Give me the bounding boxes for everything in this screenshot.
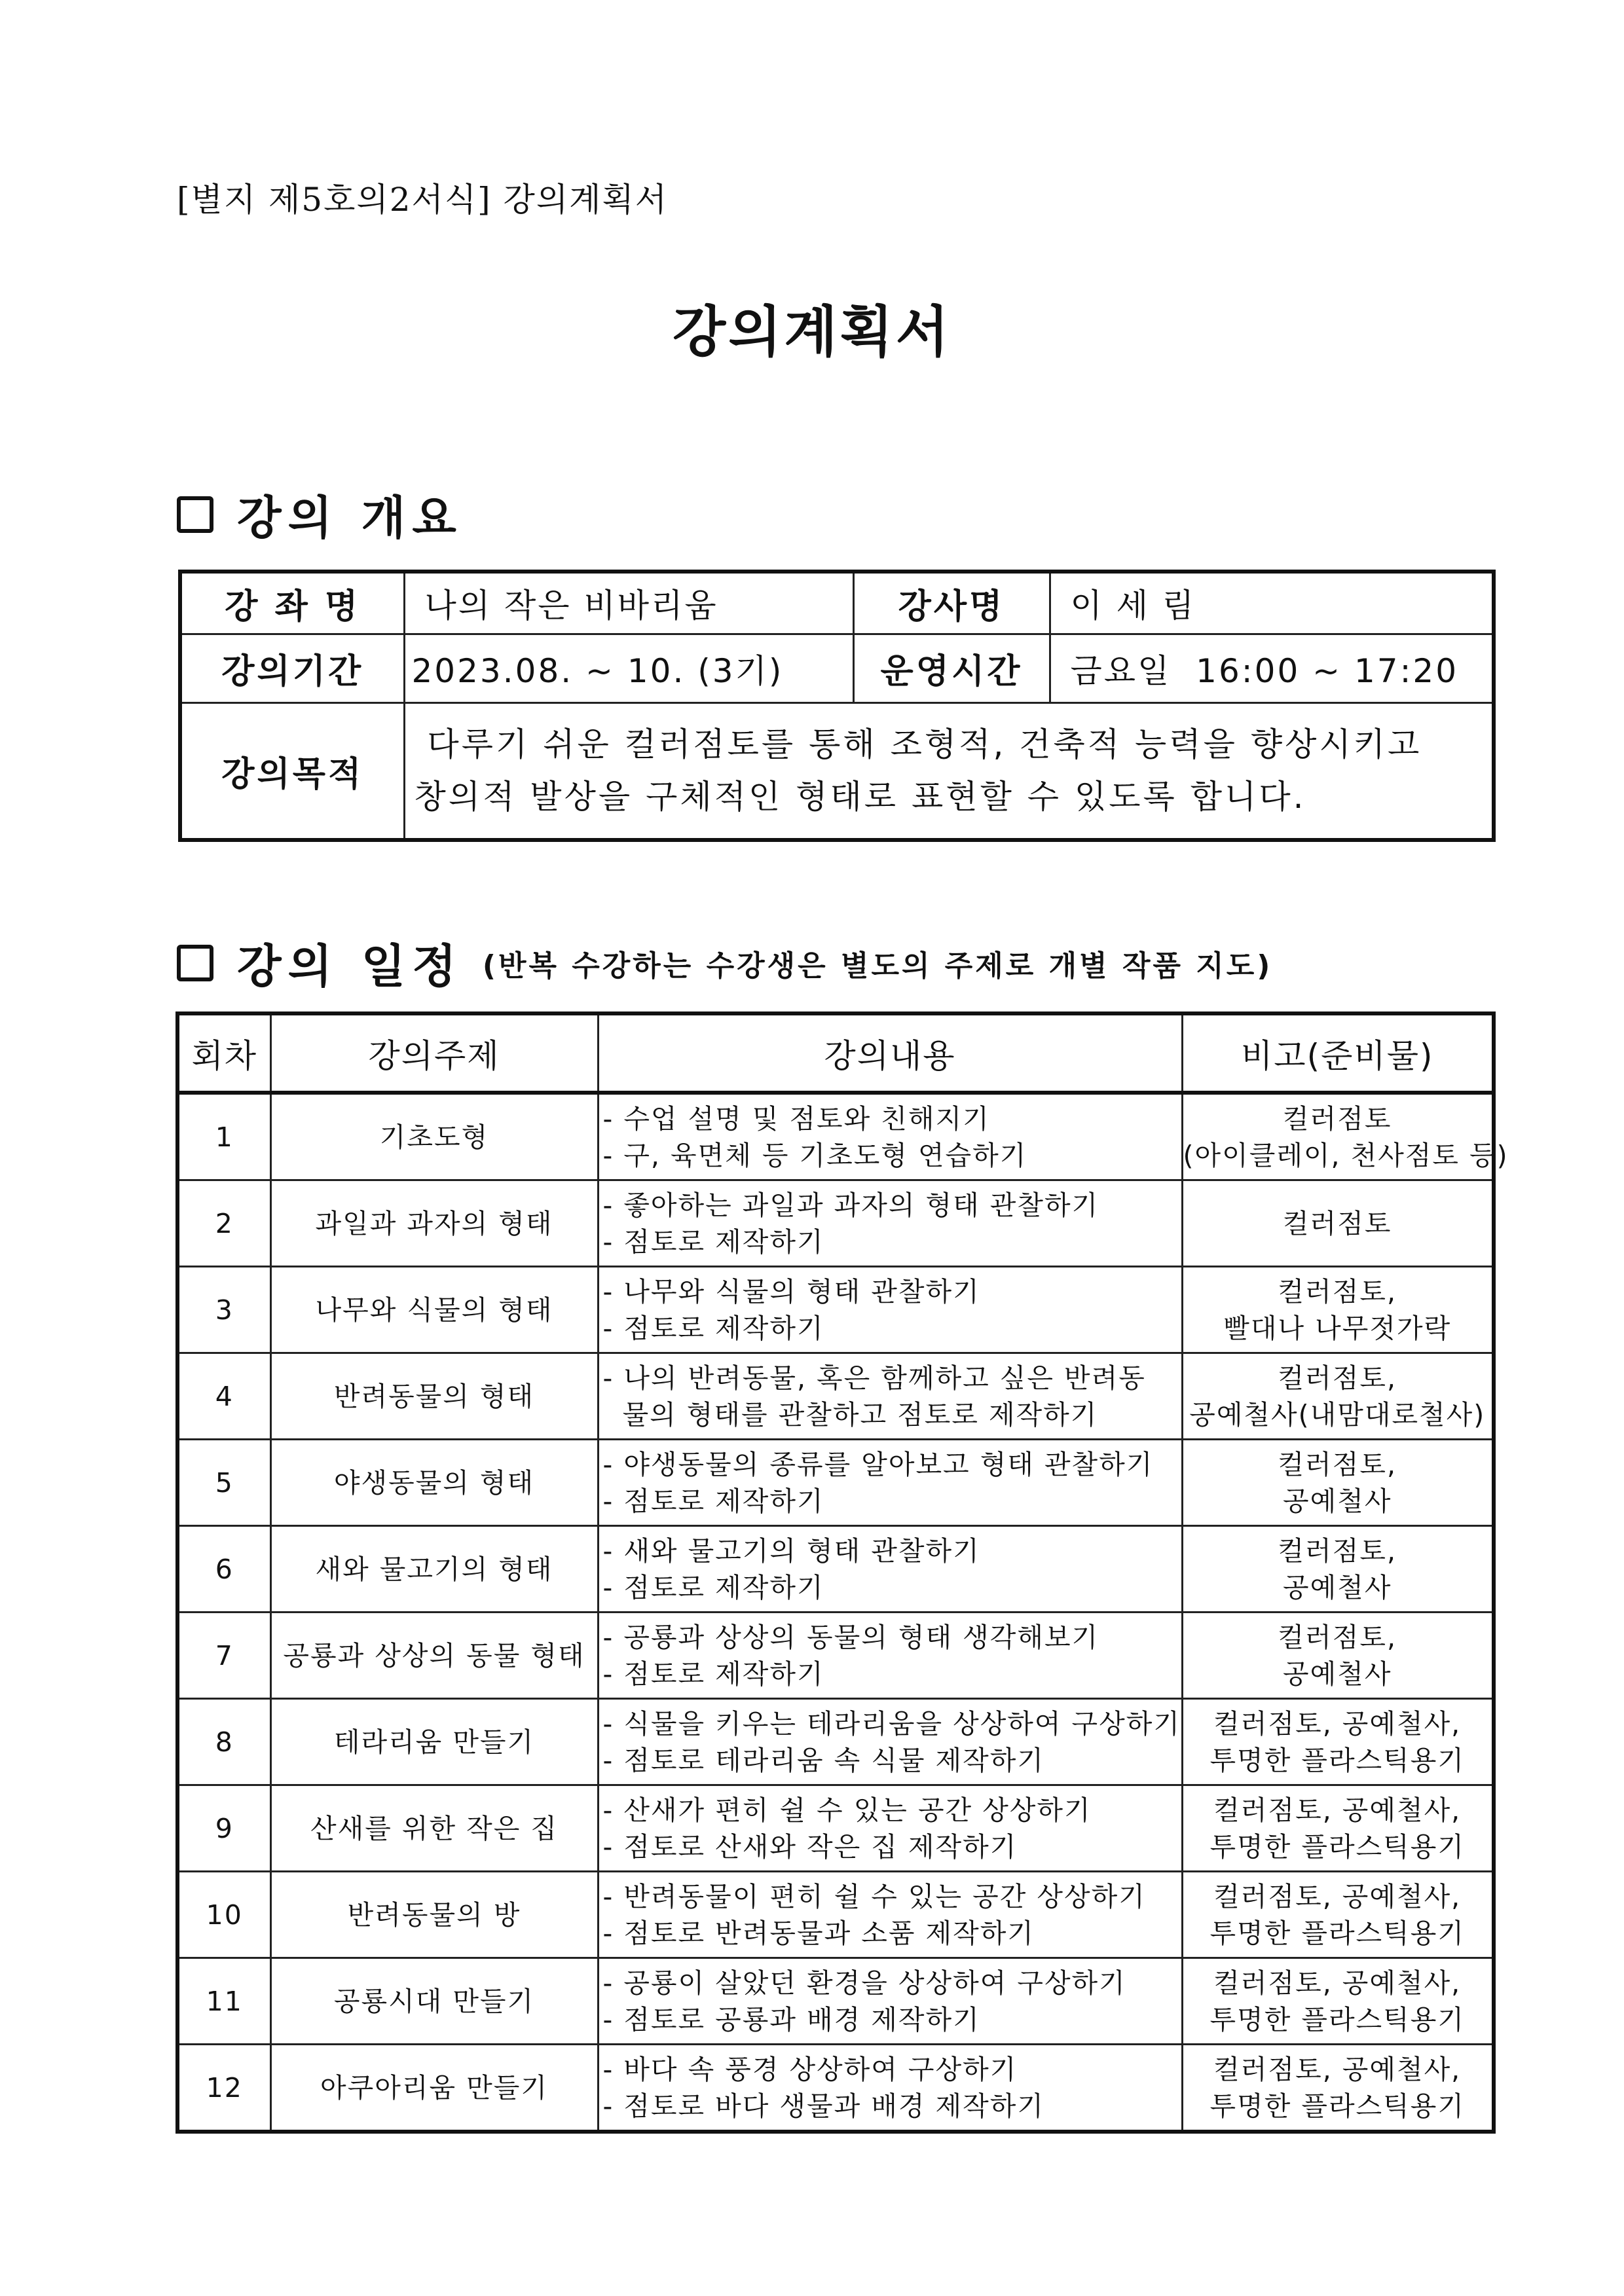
session-topic: 공룡과 상상의 동물 형태 — [270, 1613, 598, 1699]
time-label: 운영시간 — [853, 634, 1050, 702]
session-topic: 공룡시대 만들기 — [270, 1958, 598, 2045]
table-row — [177, 2045, 1494, 2132]
content-line-2: - 점토로 테라리움 속 식물 제작하기 — [602, 1744, 1044, 1776]
content-line-2: - 점토로 산새와 작은 집 제작하기 — [602, 1831, 1018, 1863]
table-row — [177, 1526, 1494, 1613]
table-row — [177, 1267, 1494, 1353]
session-materials — [1182, 1353, 1494, 1440]
materials-line-1: 컬러점토, 공예철사, — [1213, 1794, 1462, 1826]
content-line-2: - 점토로 바다 생물과 배경 제작하기 — [602, 2090, 1044, 2122]
session-number: 5 — [177, 1440, 270, 1526]
period-value: 2023.08. ~ 10. (3기) — [404, 634, 853, 702]
materials-line-1: 컬러점토 — [1283, 1102, 1392, 1135]
session-number: 1 — [177, 1093, 270, 1180]
session-content — [598, 1093, 1182, 1180]
session-content — [598, 1267, 1182, 1353]
overview-row-period — [180, 634, 1494, 702]
materials-line-2: 투명한 플라스틱용기 — [1209, 1744, 1465, 1776]
materials-line-1: 컬러점토 — [1283, 1207, 1392, 1239]
session-content — [598, 1613, 1182, 1699]
materials-line-2: (아이클레이, 천사점토 등) — [1183, 1139, 1509, 1171]
document-title: 강의계획서 — [673, 300, 951, 364]
materials-line-1: 컬러점토, — [1278, 1621, 1397, 1653]
materials-line-2: 투명한 플라스틱용기 — [1209, 1917, 1465, 1949]
column-header-note: 비고(준비물) — [1182, 1013, 1494, 1093]
materials-line-2: 투명한 플라스틱용기 — [1209, 1831, 1465, 1863]
content-line-2: - 점토로 제작하기 — [602, 1312, 824, 1344]
session-number: 7 — [177, 1613, 270, 1699]
content-line-1: - 나의 반려동물, 혹은 함께하고 싶은 반려동 — [602, 1362, 1146, 1394]
session-materials — [1182, 1958, 1494, 2045]
session-materials — [1182, 1699, 1494, 1785]
session-content — [598, 1872, 1182, 1958]
session-number: 11 — [177, 1958, 270, 2045]
materials-line-1: 컬러점토, 공예철사, — [1213, 1707, 1462, 1740]
materials-line-2: 빨대나 나무젓가락 — [1223, 1312, 1452, 1344]
content-line-2: 물의 형태를 관찰하고 점토로 제작하기 — [602, 1398, 1098, 1430]
content-line-2: - 점토로 제작하기 — [602, 1571, 824, 1603]
instructor-label: 강사명 — [853, 572, 1050, 634]
purpose-line-2: 창의적 발상을 구체적인 형태로 표현할 수 있도록 합니다. — [414, 778, 1306, 816]
session-content — [598, 2045, 1182, 2132]
materials-line-2: 공예철사 — [1283, 1571, 1392, 1603]
content-line-1: - 바다 속 풍경 상상하여 구상하기 — [602, 2053, 1018, 2085]
session-number: 3 — [177, 1267, 270, 1353]
purpose-line-1: 다루기 쉬운 컬러점토를 통해 조형적, 건축적 능력을 향상시키고 — [414, 725, 1422, 764]
session-number: 2 — [177, 1180, 270, 1267]
column-header-session: 회차 — [177, 1013, 270, 1093]
content-line-2: - 구, 육면체 등 기초도형 연습하기 — [602, 1139, 1027, 1171]
table-row — [177, 1958, 1494, 2045]
content-line-2: - 점토로 제작하기 — [602, 1485, 824, 1517]
table-row — [177, 1872, 1494, 1958]
materials-line-1: 컬러점토, — [1278, 1275, 1397, 1307]
content-line-2: - 점토로 제작하기 — [602, 1658, 824, 1690]
overview-row-course — [180, 572, 1494, 634]
session-content — [598, 1353, 1182, 1440]
session-topic: 반려동물의 방 — [270, 1872, 598, 1958]
session-number: 12 — [177, 2045, 270, 2132]
session-content — [598, 1699, 1182, 1785]
session-number: 9 — [177, 1785, 270, 1872]
session-materials — [1182, 1613, 1494, 1699]
overview-table — [178, 570, 1496, 842]
table-row — [177, 1180, 1494, 1267]
materials-line-2: 공예철사(내맘대로철사) — [1189, 1398, 1486, 1430]
table-row — [177, 1353, 1494, 1440]
materials-line-2: 공예철사 — [1283, 1485, 1392, 1517]
session-topic: 과일과 과자의 형태 — [270, 1180, 598, 1267]
content-line-1: - 수업 설명 및 점토와 친해지기 — [602, 1102, 990, 1135]
session-materials — [1182, 1267, 1494, 1353]
session-content — [598, 1526, 1182, 1613]
overview-heading — [177, 481, 463, 547]
table-row — [177, 1093, 1494, 1180]
purpose-label: 강의목적 — [180, 702, 404, 840]
session-topic: 아쿠아리움 만들기 — [270, 2045, 598, 2132]
session-materials — [1182, 1093, 1509, 1180]
session-materials — [1182, 1785, 1494, 1872]
content-line-1: - 나무와 식물의 형태 관찰하기 — [602, 1275, 980, 1307]
checkbox-square-icon — [177, 496, 213, 533]
schedule-heading-label: 강의 일정 — [237, 939, 463, 993]
schedule-header-row — [177, 1013, 1494, 1093]
session-materials — [1182, 1872, 1494, 1958]
session-topic: 반려동물의 형태 — [270, 1353, 598, 1440]
table-row — [177, 1613, 1494, 1699]
materials-line-2: 투명한 플라스틱용기 — [1209, 2090, 1465, 2122]
session-topic: 새와 물고기의 형태 — [270, 1526, 598, 1613]
materials-line-1: 컬러점토, — [1278, 1448, 1397, 1480]
session-number: 10 — [177, 1872, 270, 1958]
session-materials — [1182, 1526, 1494, 1613]
session-content — [598, 1440, 1182, 1526]
content-line-1: - 좋아하는 과일과 과자의 형태 관찰하기 — [602, 1189, 1099, 1221]
content-line-1: - 산새가 편히 쉴 수 있는 공간 상상하기 — [602, 1794, 1092, 1826]
form-label: [별지 제5호의2서식] 강의계획서 — [177, 181, 669, 219]
session-topic: 나무와 식물의 형태 — [270, 1267, 598, 1353]
column-header-content: 강의내용 — [598, 1013, 1182, 1093]
session-content — [598, 1180, 1182, 1267]
content-line-2: - 점토로 제작하기 — [602, 1226, 824, 1258]
table-row — [177, 1785, 1494, 1872]
materials-line-1: 컬러점토, 공예철사, — [1213, 1880, 1462, 1912]
session-materials — [1182, 1440, 1494, 1526]
session-content — [598, 1958, 1182, 2045]
content-line-1: - 야생동물의 종류를 알아보고 형태 관찰하기 — [602, 1448, 1154, 1480]
course-name-value: 나의 작은 비바리움 — [404, 572, 853, 634]
table-row — [177, 1699, 1494, 1785]
content-line-1: - 공룡과 상상의 동물의 형태 생각해보기 — [602, 1621, 1099, 1653]
content-line-2: - 점토로 반려동물과 소품 제작하기 — [602, 1917, 1035, 1949]
content-line-2: - 점토로 공룡과 배경 제작하기 — [602, 2003, 980, 2035]
instructor-value: 이 세 림 — [1050, 572, 1494, 634]
materials-line-1: 컬러점토, 공예철사, — [1213, 1967, 1462, 1999]
column-header-topic: 강의주제 — [270, 1013, 598, 1093]
period-label: 강의기간 — [180, 634, 404, 702]
session-topic: 야생동물의 형태 — [270, 1440, 598, 1526]
materials-line-1: 컬러점토, — [1278, 1362, 1397, 1394]
session-number: 4 — [177, 1353, 270, 1440]
session-materials — [1182, 1180, 1494, 1267]
purpose-value — [404, 702, 1494, 840]
time-value: 금요일 16:00 ~ 17:20 — [1050, 634, 1494, 702]
table-row — [177, 1440, 1494, 1526]
content-line-1: - 식물을 키우는 테라리움을 상상하여 구상하기 — [602, 1707, 1181, 1740]
session-topic: 기초도형 — [270, 1093, 598, 1180]
session-number: 6 — [177, 1526, 270, 1613]
session-topic: 산새를 위한 작은 집 — [270, 1785, 598, 1872]
checkbox-square-icon — [177, 945, 213, 981]
schedule-note: (반복 수강하는 수강생은 별도의 주제로 개별 작품 지도) — [482, 949, 1273, 983]
materials-line-1: 컬러점토, 공예철사, — [1213, 2053, 1462, 2085]
materials-line-1: 컬러점토, — [1278, 1535, 1397, 1567]
materials-line-2: 공예철사 — [1283, 1658, 1392, 1690]
overview-row-purpose — [180, 702, 1494, 840]
content-line-1: - 공룡이 살았던 환경을 상상하여 구상하기 — [602, 1967, 1126, 1999]
materials-line-2: 투명한 플라스틱용기 — [1209, 2003, 1465, 2035]
content-line-1: - 반려동물이 편히 쉴 수 있는 공간 상상하기 — [602, 1880, 1146, 1912]
session-materials — [1182, 2045, 1494, 2132]
content-line-1: - 새와 물고기의 형태 관찰하기 — [602, 1535, 980, 1567]
schedule-table — [175, 1011, 1509, 2134]
session-topic: 테라리움 만들기 — [270, 1699, 598, 1785]
course-name-label: 강 좌 명 — [180, 572, 404, 634]
overview-heading-label: 강의 개요 — [237, 491, 463, 545]
schedule-heading — [177, 930, 1272, 996]
session-number: 8 — [177, 1699, 270, 1785]
session-content — [598, 1785, 1182, 1872]
